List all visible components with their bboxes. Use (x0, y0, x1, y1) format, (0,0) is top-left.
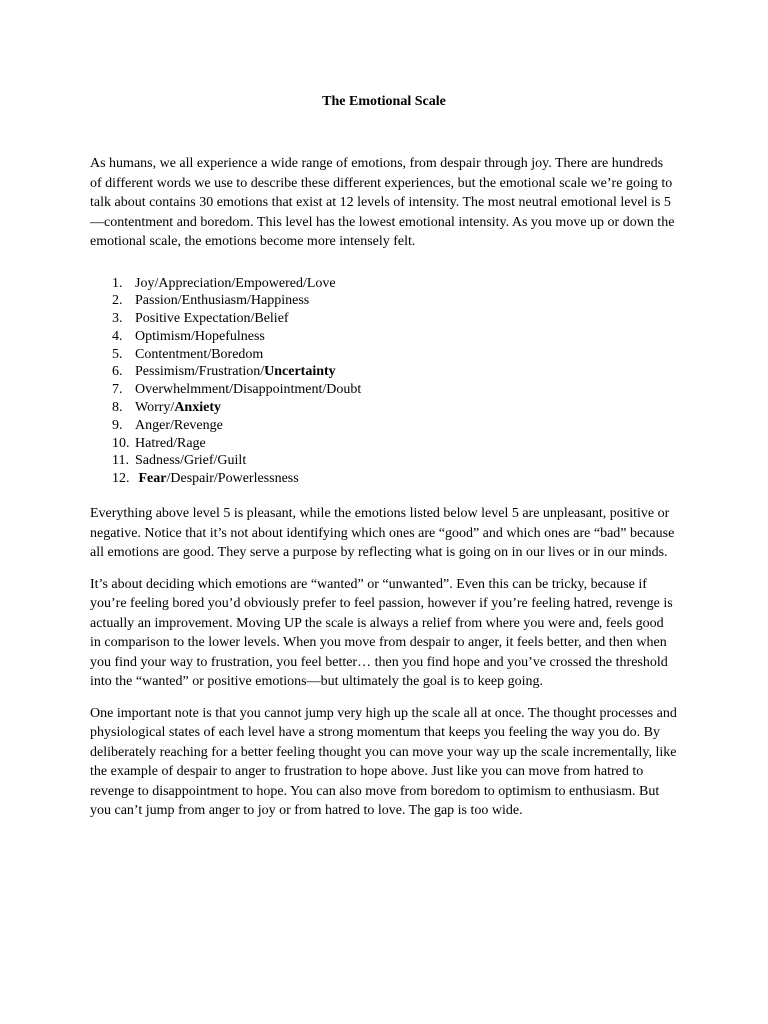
list-item-number: 12. (112, 471, 130, 487)
list-item-text: Fear/Despair/Powerlessness (138, 471, 299, 487)
list-item-text: Passion/Enthusiasm/Happiness (135, 293, 310, 309)
list-item (90, 346, 678, 364)
list-item-text: Contentment/Boredom (135, 346, 264, 362)
list-item-number: 11. (112, 453, 129, 469)
list-item (90, 417, 678, 435)
list-item-text: Hatred/Rage (135, 435, 206, 451)
list-item-text: Sadness/Grief/Guilt (135, 453, 247, 469)
list-item (90, 275, 678, 293)
list-item-number: 4. (112, 328, 123, 344)
body-paragraph: It’s about deciding which emotions are “wanted” or “unwanted”. Even this can be tricky, because if you’re feeling bored you’d obviously prefer to feel passion, however if you’re feeling hatred, revenge is actually an improvement. Moving UP the scale is always a relief from where you were and, feels good in comparison to the lower levels. When you move from despair to anger, it feels better, and then when you find your way to frustration, you feel better… then you find hope and you’ve crossed the threshold into the “wanted” or positive emotions—but ultimately the goal is to keep going. (90, 576, 673, 690)
list-item-text: Overwhelmment/Disappointment/Doubt (135, 382, 362, 398)
document-title: The Emotional Scale (322, 94, 446, 109)
list-item (90, 452, 678, 470)
emotional-scale-list (90, 275, 678, 489)
list-item (90, 363, 678, 381)
list-item-number: 7. (112, 382, 123, 398)
list-item-number: 8. (112, 400, 123, 416)
list-item-text: Joy/Appreciation/Empowered/Love (135, 275, 336, 291)
list-item-text: Pessimism/Frustration/Uncertainty (135, 364, 336, 380)
list-item (90, 470, 678, 488)
list-item-number: 3. (112, 311, 123, 327)
list-item (90, 328, 678, 346)
list-item (90, 381, 678, 399)
intro-paragraph: As humans, we all experience a wide range of emotions, from despair through joy. There are hundreds of different words we use to describe these different experiences, but the emotional scale we’re going to talk about contains 30 emotions that exist at 12 levels of intensity. The most neutral emotional level is 5—contentment and boredom. This level has the lowest emotional intensity. As you move up or down the emotional scale, the emotions become more intensely felt. (90, 156, 675, 249)
list-item-text: Optimism/Hopefulness (135, 328, 265, 344)
list-item-number: 10. (112, 435, 130, 451)
list-item-number: 6. (112, 364, 123, 380)
body-paragraph: Everything above level 5 is pleasant, while the emotions listed below level 5 are unpleasant, positive or negative. Notice that it’s not about identifying which ones are “good” and which ones are “bad” because all emotions are good. They serve a purpose by reflecting what is going on in our lives or in our minds. (90, 506, 675, 561)
list-item-text: Worry/Anxiety (135, 400, 221, 416)
list-item (90, 435, 678, 453)
list-item-number: 1. (112, 275, 123, 291)
list-item (90, 310, 678, 328)
list-item-number: 2. (112, 293, 123, 309)
body-paragraph: One important note is that you cannot jump very high up the scale all at once. The thought processes and physiological states of each level have a strong momentum that keeps you feeling the way you do. By deliberately reaching for a better feeling thought you can move your way up the scale incrementally, like the example of despair to anger to frustration to hope above. Just like you can move from hatred to revenge to disappointment to hope. You can also move from boredom to optimism to enthusiasm. But you can’t jump from anger to joy or from hatred to love. The gap is too wide. (90, 705, 677, 819)
list-item-text: Positive Expectation/Belief (135, 311, 289, 327)
list-item-number: 9. (112, 417, 123, 433)
list-item (90, 399, 678, 417)
list-item (90, 292, 678, 310)
list-item-number: 5. (112, 346, 123, 362)
list-item-text: Anger/Revenge (135, 417, 223, 433)
